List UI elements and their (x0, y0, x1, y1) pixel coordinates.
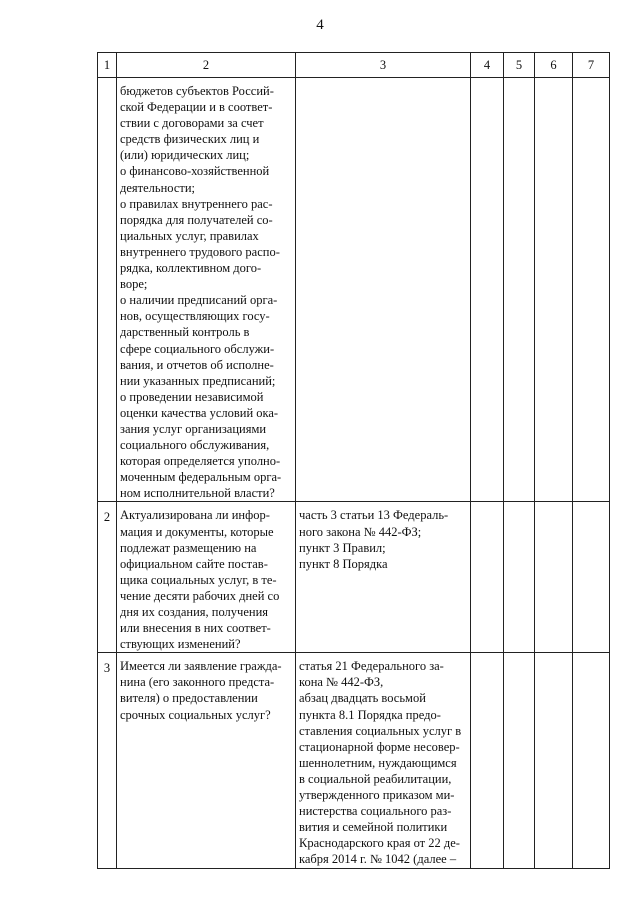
empty-cell (504, 653, 535, 868)
text-line: о проведении независимой (120, 389, 264, 404)
legal-reference-cell (296, 502, 471, 653)
text-line: пункт 8 Порядка (299, 556, 388, 571)
text-line: моченным федеральным орга- (120, 470, 282, 485)
text-line: циальных услуг, правилах (120, 228, 259, 243)
table-row (98, 502, 610, 653)
empty-cell (573, 78, 610, 502)
header-cell: 5 (504, 53, 535, 78)
text-line: абзац двадцать восьмой (299, 691, 426, 706)
text-line: пункта 8.1 Порядка предо- (299, 707, 441, 722)
text-line: пункт 3 Правил; (299, 540, 386, 555)
text-line: кона № 442-ФЗ, (299, 675, 384, 690)
table-row (98, 78, 610, 502)
text-line: ствии с договорами за счет (120, 116, 264, 131)
text-line: часть 3 статьи 13 Федераль- (299, 508, 449, 523)
empty-cell (471, 78, 504, 502)
empty-cell (573, 653, 610, 868)
text-line: в социальной реабилитации, (299, 771, 452, 786)
question-cell (117, 653, 296, 868)
text-line: деятельности; (120, 180, 196, 195)
header-cell: 4 (471, 53, 504, 78)
header-cell: 1 (98, 53, 117, 78)
row-number: 3 (98, 653, 117, 868)
text-line: срочных социальных услуг? (120, 707, 271, 722)
text-line: социального обслуживания, (120, 438, 270, 453)
text-line: сфере социального обслужи- (120, 341, 275, 356)
text-line: нистерства социального раз- (299, 804, 452, 819)
table-header-row (98, 53, 610, 78)
empty-cell (535, 653, 573, 868)
row-number (98, 78, 117, 502)
text-line: ставления социальных услуг в (299, 723, 462, 738)
text-line: Краснодарского края от 22 де- (299, 836, 460, 851)
text-line: утвержденного приказом ми- (299, 788, 455, 803)
text-line: средств физических лиц и (120, 132, 260, 147)
text-line: оценки качества условий ока- (120, 405, 279, 420)
text-line: мация и документы, которые (120, 524, 274, 539)
empty-cell (535, 78, 573, 502)
header-cell: 6 (535, 53, 573, 78)
text-line: щика социальных услуг, в те- (120, 572, 277, 587)
empty-cell (573, 502, 610, 653)
text-line: вития и семейной политики (299, 820, 448, 835)
text-line: порядка для получателей со- (120, 212, 273, 227)
text-line: о финансово-хозяйственной (120, 164, 270, 179)
text-line: (или) юридических лиц; (120, 148, 250, 163)
text-line: официальном сайте постав- (120, 556, 268, 571)
header-cell: 3 (296, 53, 471, 78)
text-line: рядка, коллективном дого- (120, 261, 262, 276)
text-line: дня их создания, получения (120, 605, 269, 619)
text-line: кабря 2014 г. № 1042 (далее – (299, 852, 457, 867)
text-line: ном исполнительной власти? (120, 486, 275, 501)
text-line: ской Федерации и в соответ- (120, 100, 273, 115)
text-line: или внесения в них соответ- (120, 621, 271, 636)
page-number: 4 (316, 17, 324, 33)
text-line: ного закона № 442-ФЗ; (299, 524, 422, 539)
text-line: внутреннего трудового распо- (120, 244, 280, 259)
empty-cell (471, 502, 504, 653)
text-line: Актуализирована ли инфор- (120, 508, 270, 523)
text-line: зания услуг организациями (120, 421, 267, 436)
text-line: которая определяется уполно- (120, 454, 281, 469)
empty-cell (504, 78, 535, 502)
text-line: бюджетов субъектов Россий- (120, 84, 274, 98)
legal-reference-cell (296, 653, 471, 868)
inspection-table (97, 52, 610, 869)
text-line: воре; (120, 277, 148, 292)
text-line: ствующих изменений? (120, 637, 241, 652)
text-line: о наличии предписаний орга- (120, 293, 278, 308)
question-cell (117, 78, 296, 502)
text-line: нии указанных предписаний; (120, 373, 276, 388)
empty-cell (471, 653, 504, 868)
text-line: подлежат размещению на (120, 540, 257, 555)
table-row (98, 653, 610, 868)
empty-cell (535, 502, 573, 653)
text-line: статья 21 Федерального за- (299, 659, 444, 674)
empty-cell (504, 502, 535, 653)
text-line: чение десяти рабочих дней со (120, 588, 280, 603)
header-cell: 7 (573, 53, 610, 78)
text-line: о правилах внутреннего рас- (120, 196, 273, 211)
text-line: стационарной форме несовер- (299, 739, 460, 754)
text-line: Имеется ли заявление гражда- (120, 659, 282, 674)
row-number: 2 (98, 502, 117, 653)
question-cell (117, 502, 296, 653)
header-cell: 2 (117, 53, 296, 78)
text-line: вителя) о предоставлении (120, 691, 258, 706)
text-line: вания, и отчетов об исполне- (120, 357, 274, 372)
text-line: дарственный контроль в (120, 325, 250, 340)
legal-reference-cell (296, 78, 471, 502)
text-line: нина (его законного предста- (120, 675, 275, 690)
text-line: шеннолетним, нуждающимся (299, 755, 457, 770)
text-line: нов, осуществляющих госу- (120, 309, 270, 324)
